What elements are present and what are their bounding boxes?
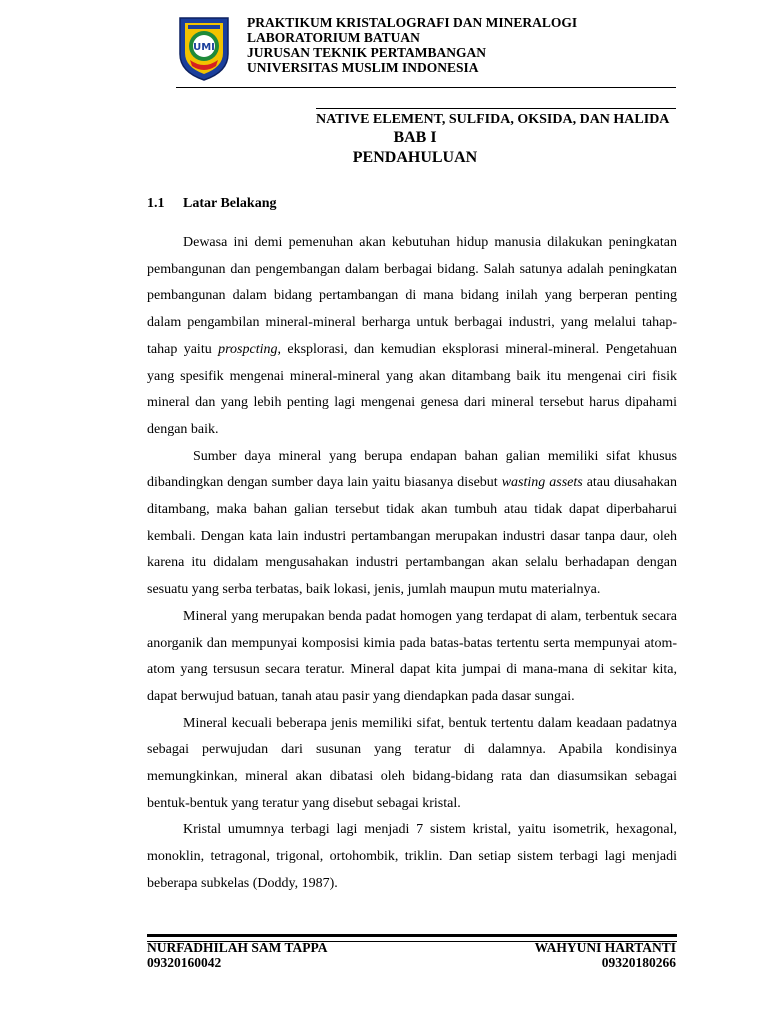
logo-letters: UMI	[193, 42, 215, 53]
body-text	[147, 230, 677, 898]
bab-title: PENDAHULUAN	[352, 149, 478, 166]
footer-right-id: 09320180266	[601, 955, 676, 970]
footer-right-name: WAHYUNI HARTANTI	[534, 940, 676, 955]
chapter-topic: NATIVE ELEMENT, SULFIDA, OKSIDA, DAN HALIDA	[316, 112, 670, 127]
section-title: Latar Belakang	[183, 196, 277, 211]
footer-left-name: NURFADHILAH SAM TAPPA	[147, 940, 328, 955]
footer-author-right	[476, 940, 676, 970]
footer-author-left	[147, 940, 328, 970]
paragraph: Dewasa ini demi pemenuhan akan kebutuhan hidup manusia dilakukan peningkatan pembangunan dan pengembangan dalam berbagai bidang. Salah satunya adalah peningkatan pembangunan dalam bidang pertambangan di mana bidang inilah yang berperan penting dalam pengambilan mineral-mineral berharga untuk berbagai industri, yang melalui tahap-tahap yaitu prospcting, eksplorasi, dan kemudian eksplorasi mineral-mineral. Pengetahuan yang spesifik mengenai mineral-mineral yang akan ditambang baik itu mengenai ciri fisik mineral dan yang lebih penting lagi mengenai genesa dari mineral tersebut harus dipahami dengan baik.	[147, 235, 678, 437]
header-line-university: UNIVERSITAS MUSLIM INDONESIA	[247, 60, 479, 75]
header-divider	[176, 87, 676, 88]
topic-underline	[316, 108, 676, 109]
section-heading	[147, 196, 276, 212]
header-line-department: JURUSAN TEKNIK PERTAMBANGAN	[247, 45, 487, 60]
paragraph: Sumber daya mineral yang berupa endapan bahan galian memiliki sifat khusus dibandingkan dengan sumber daya lain yaitu biasanya disebut wasting assets atau diusahakan ditambang, maka bahan galian tersebut tidak akan tumbuh atau tidak dapat diperbaharui kembali. Dengan kata lain industri pertambangan merupakan industri dasar tanpa daur, oleh karena itu didalam mengusahakan industri pertambangan akan selalu berhadapan dengan sesuatu yang serba terbatas, baik lokasi, jenis, jumlah maupun mutu materialnya.	[147, 448, 677, 598]
footer-left-id: 09320160042	[147, 955, 222, 970]
paragraph: Mineral kecuali beberapa jenis memiliki sifat, bentuk tertentu dalam keadaan padatnya sebagai perwujudan dari susunan yang teratur di dalamnya. Apabila kondisinya memungkinkan, mineral akan dibatasi oleh bidang-bidang rata dan diasumsikan sebagai bentuk-bentuk yang teratur yang disebut sebagai kristal.	[147, 715, 677, 811]
paragraph: Kristal umumnya terbagi lagi menjadi 7 sistem kristal, yaitu isometrik, hexagonal, monoklin, tetragonal, trigonal, ortohombik, triklin. Dan setiap sistem terbagi lagi menjadi beberapa subkelas (Doddy, 1987).	[147, 822, 677, 891]
paragraph: Mineral yang merupakan benda padat homogen yang terdapat di alam, terbentuk secara anorganik dan mempunyai komposisi kimia pada batas-batas tertentu serta mempunyai atom-atom yang tersusun secara teratur. Mineral dapat kita jumpai di mana-mana di sekitar kita, dapat berwujud batuan, tanah atau pasir yang diendapkan pada dasar sungai.	[147, 608, 677, 704]
section-number: 1.1	[147, 196, 165, 211]
university-logo	[176, 14, 232, 82]
document-header	[247, 15, 577, 75]
chapter-heading	[0, 128, 768, 168]
bab-number: BAB I	[393, 129, 437, 146]
header-line-laboratory: LABORATORIUM BATUAN	[247, 30, 420, 45]
header-line-practicum: PRAKTIKUM KRISTALOGRAFI DAN MINERALOGI	[247, 15, 578, 30]
